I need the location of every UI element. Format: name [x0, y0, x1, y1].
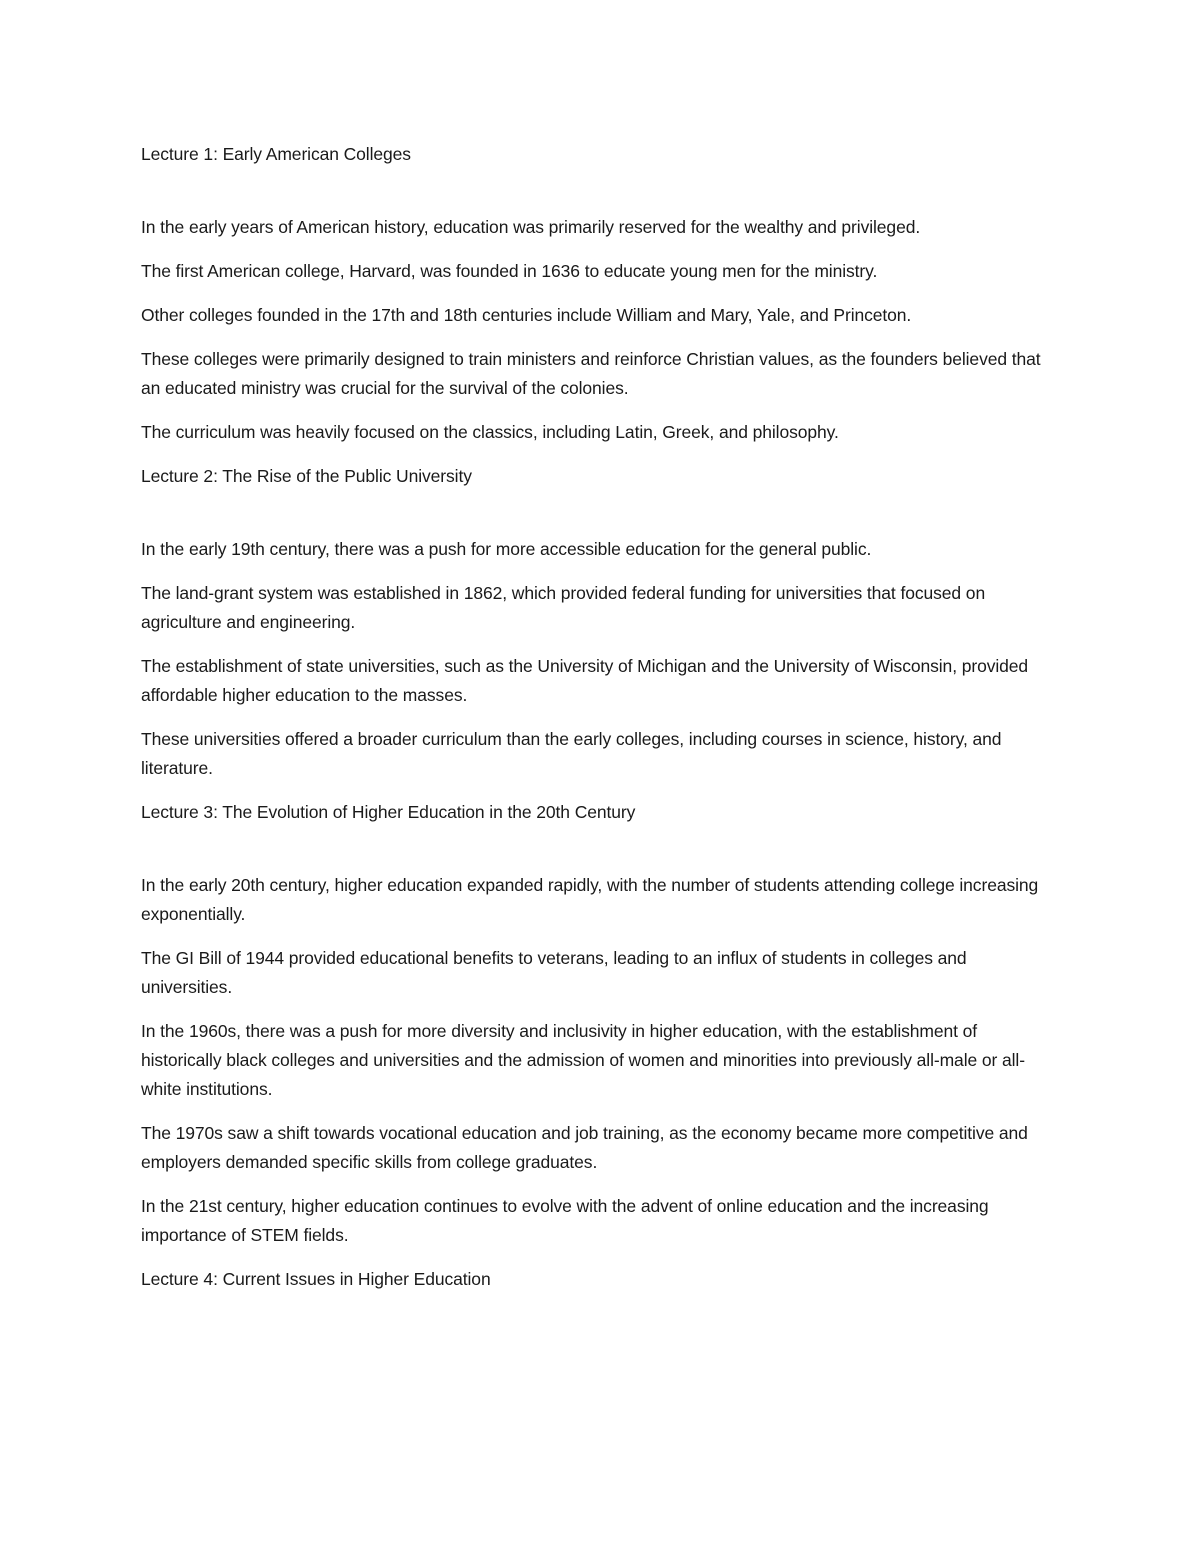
paragraph: The curriculum was heavily focused on the classics, including Latin, Greek, and philosophy. — [141, 422, 839, 442]
lecture-3-section — [141, 798, 1061, 1250]
paragraph: Other colleges founded in the 17th and 18th centuries include William and Mary, Yale, and Princeton. — [141, 305, 912, 325]
paragraph: In the early 19th century, there was a push for more accessible education for the general public. — [141, 539, 872, 559]
paragraph: In the 1960s, there was a push for more diversity and inclusivity in higher education, with the establishment of historically black colleges and universities and the admission of women and minorities into previously all-male or all-white institutions. — [141, 1021, 1025, 1099]
lecture-4-heading: Lecture 4: Current Issues in Higher Education — [141, 1269, 491, 1289]
paragraph: In the early 20th century, higher education expanded rapidly, with the number of students attending college increasing exponentially. — [141, 875, 1039, 924]
paragraph: The GI Bill of 1944 provided educational benefits to veterans, leading to an influx of students in colleges and universities. — [141, 948, 967, 997]
lecture-4-section — [141, 1265, 1061, 1294]
paragraph: These universities offered a broader curriculum than the early colleges, including courses in science, history, and literature. — [141, 729, 1002, 778]
lecture-2-heading: Lecture 2: The Rise of the Public University — [141, 466, 472, 486]
paragraph: The establishment of state universities, such as the University of Michigan and the University of Wisconsin, provided affordable higher education to the masses. — [141, 656, 1029, 705]
lecture-3-heading: Lecture 3: The Evolution of Higher Education in the 20th Century — [141, 802, 636, 822]
paragraph: In the early years of American history, education was primarily reserved for the wealthy and privileged. — [141, 217, 921, 237]
lecture-1-heading: Lecture 1: Early American Colleges — [141, 144, 411, 164]
paragraph: The first American college, Harvard, was founded in 1636 to educate young men for the ministry. — [141, 261, 878, 281]
paragraph: The land-grant system was established in 1862, which provided federal funding for universities that focused on agriculture and engineering. — [141, 583, 986, 632]
paragraph: The 1970s saw a shift towards vocational education and job training, as the economy became more competitive and employers demanded specific skills from college graduates. — [141, 1123, 1028, 1172]
document-body — [141, 140, 1061, 1338]
paragraph: These colleges were primarily designed to train ministers and reinforce Christian values, as the founders believed that an educated ministry was crucial for the survival of the colonies. — [141, 349, 1041, 398]
lecture-2-section — [141, 462, 1061, 783]
lecture-1-section — [141, 140, 1061, 447]
paragraph: In the 21st century, higher education continues to evolve with the advent of online education and the increasing importance of STEM fields. — [141, 1196, 989, 1245]
